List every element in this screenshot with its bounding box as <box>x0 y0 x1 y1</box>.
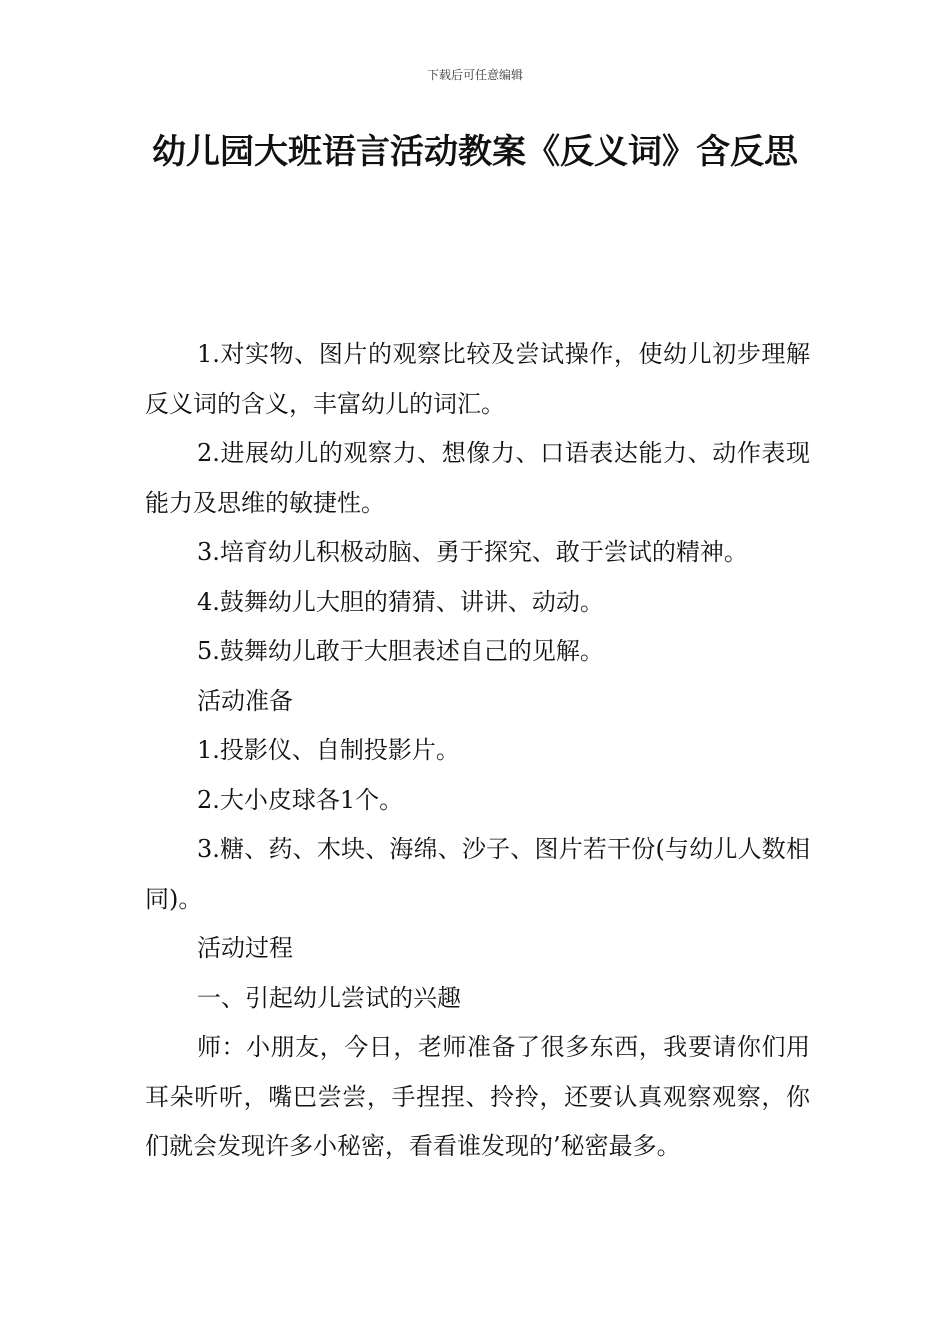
paragraph: 师：小朋友，今日，老师准备了很多东西，我要请你们用耳朵听听，嘴巴尝尝，手捏捏、拎拎，还要认真观察观察，你们就会发现许多小秘密，看看谁发现的’秘密最多。 <box>145 1033 810 1160</box>
document-title: 幼儿园大班语言活动教案《反义词》含反思 <box>152 132 798 172</box>
subsection-heading: 一、引起幼儿尝试的兴趣 <box>197 983 461 1012</box>
paragraph: 3.糖、药、木块、海绵、沙子、图片若干份(与幼儿人数相同)。 <box>145 835 810 913</box>
paragraph: 2.进展幼儿的观察力、想像力、口语表达能力、动作表现能力及思维的敏捷性。 <box>145 439 810 517</box>
paragraph: 5.鼓舞幼儿敢于大胆表述自己的见解。 <box>197 637 604 665</box>
paragraph: 4.鼓舞幼儿大胆的猜猜、讲讲、动动。 <box>197 587 604 616</box>
paragraph: 1.对实物、图片的观察比较及尝试操作，使幼儿初步理解反义词的含义，丰富幼儿的词汇。 <box>145 340 810 418</box>
section-heading: 活动准备 <box>197 686 293 715</box>
paragraph: 1.投影仪、自制投影片。 <box>197 736 460 764</box>
document-body <box>145 330 810 1172</box>
paragraph: 2.大小皮球各1个。 <box>197 785 404 814</box>
paragraph: 3.培育幼儿积极动脑、勇于探究、敢于尝试的精神。 <box>197 538 748 566</box>
section-heading: 活动过程 <box>197 934 293 962</box>
header-note: 下载后可任意编辑 <box>426 68 523 82</box>
